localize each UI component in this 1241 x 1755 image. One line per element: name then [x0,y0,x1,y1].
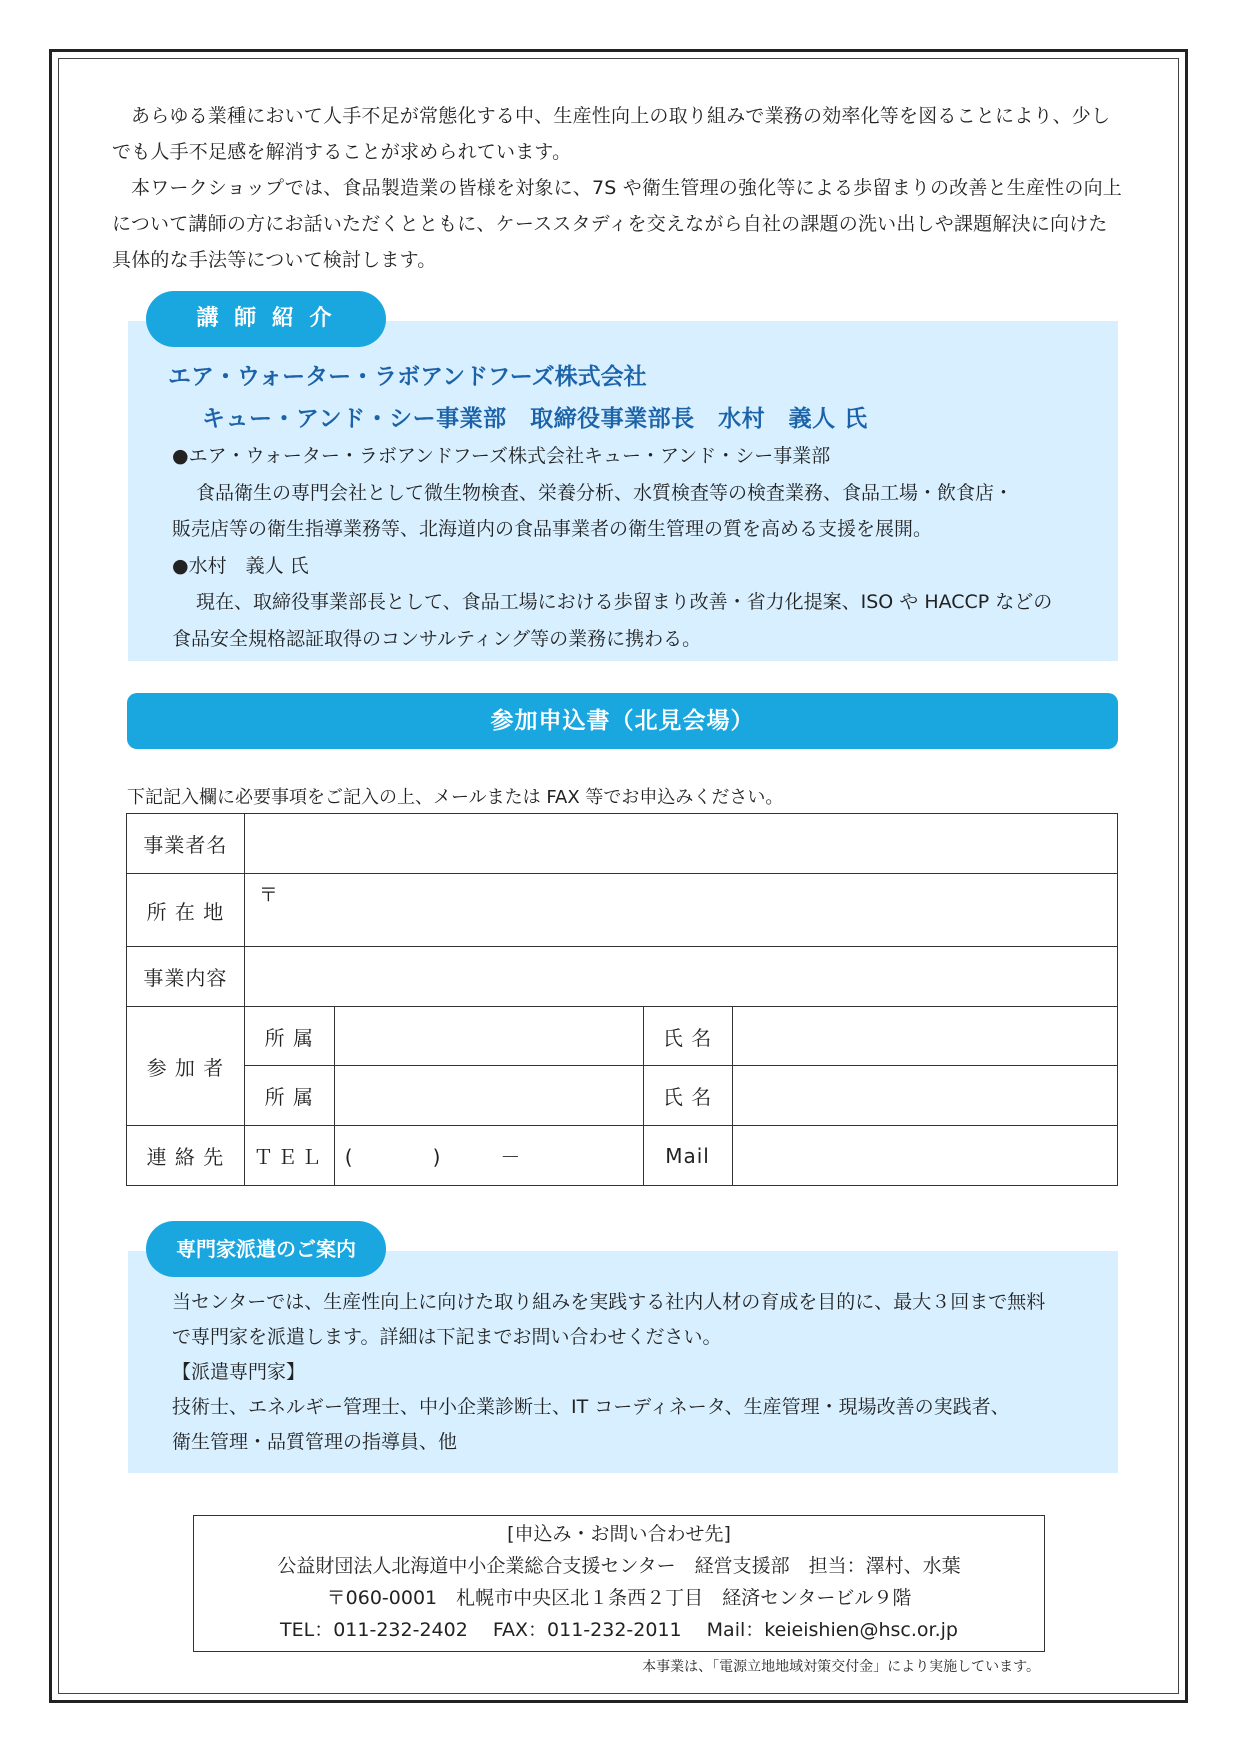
dispatch-heading: 【派遣専門家】 [172,1361,306,1383]
business-name-field[interactable] [244,814,1117,874]
mail-field[interactable] [732,1126,1117,1186]
dispatch-line-2: で専門家を派遣します。詳細は下記までお問い合わせください。 [172,1326,722,1348]
intro-paragraph-2: 本ワークショップでは、食品製造業の皆様を対象に、7S や衛生管理の強化等による歩留まりの改善と生産性の向上について講師の方にお話いただくとともに、ケーススタディを交えながら自社の課題の洗い出しや課題解決に向けた具体的な手法等について検討します。 [112,177,1122,271]
dispatch-tab: 専門家派遣のご案内 [146,1221,386,1277]
lecturer-tab: 講 師 紹 介 [146,291,386,347]
dispatch-line-4: 衛生管理・品質管理の指導員、他 [172,1431,458,1453]
contact-address: 〒060-0001 札幌市中央区北１条西２丁目 経済センタービル９階 [326,1587,912,1609]
intro-paragraph-1: あらゆる業種において人手不足が常態化する中、生産性向上の取り組みで業務の効率化等を図ることにより、少しでも人手不足感を解消することが求められています。 [112,105,1111,163]
address-field[interactable] [244,874,1117,947]
lecturer-company-desc-2: 販売店等の衛生指導業務等、北海道内の食品事業者の衛生管理の質を高める支援を展開。 [172,518,933,540]
business-content-label: 事業内容 [127,947,245,1007]
form-instructions: 下記記入欄に必要事項をご記入の上、メールまたは FAX 等でお申込みください。 [127,787,784,808]
affiliation-field-1[interactable] [334,1007,643,1066]
lecturer-person-desc-1: 現在、取締役事業部長として、食品工場における歩留まり改善・省力化提案、ISO や HACCP などの [196,591,1053,613]
funding-footnote: 本事業は、「電源立地地域対策交付金」により実施しています。 [642,1659,1040,1675]
name-field-1[interactable] [732,1007,1117,1066]
intro-section [112,98,1124,278]
dispatch-description [172,1285,1102,1460]
name-field-2[interactable] [732,1066,1117,1126]
name-label-1: 氏 名 [643,1007,732,1066]
affiliation-label-2: 所 属 [244,1066,334,1126]
name-label-2: 氏 名 [643,1066,732,1126]
contact-heading: [申込み・お問い合わせ先] [507,1523,731,1545]
contact-organization: 公益財団法人北海道中小企業総合支援センター 経営支援部 担当：澤村、水葉 [277,1555,961,1577]
lecturer-company-desc-1: 食品衛生の専門会社として微生物検査、栄養分析、水質検査等の検査業務、食品工場・飲食店・ [196,481,1014,504]
form-title-banner: 参加申込書（北見会場） [127,693,1118,749]
tel-field[interactable]: ( ) － [334,1126,643,1186]
address-label: 所 在 地 [127,874,245,947]
postal-mark: 〒 [258,884,278,906]
lecturer-company: エア・ウォーター・ラボアンドフーズ株式会社 [168,364,647,390]
participants-label: 参 加 者 [127,1007,245,1126]
affiliation-field-2[interactable] [334,1066,643,1126]
contact-box [193,1515,1045,1652]
lecturer-person-desc-2: 食品安全規格認証取得のコンサルティング等の業務に携わる。 [172,627,702,650]
business-name-label: 事業者名 [127,814,245,874]
affiliation-label-1: 所 属 [244,1007,334,1066]
application-form-table [126,813,1118,1186]
lecturer-description [172,438,1102,657]
business-content-field[interactable] [244,947,1117,1007]
lecturer-bullet-company: ●エア・ウォーター・ラボアンドフーズ株式会社キュー・アンド・シー事業部 [172,445,831,467]
contact-label: 連 絡 先 [127,1126,245,1186]
lecturer-person: キュー・アンド・シー事業部 取締役事業部長 水村 義人 氏 [202,406,868,432]
tel-label: ＴＥＬ [244,1126,334,1186]
dispatch-line-1: 当センターでは、生産性向上に向けた取り組みを実践する社内人材の育成を目的に、最大３回まで無料 [172,1291,1046,1313]
lecturer-bullet-person: ●水村 義人 氏 [172,554,309,577]
dispatch-line-3: 技術士、エネルギー管理士、中小企業診断士、IT コーディネータ、生産管理・現場改善の実践者、 [172,1396,1010,1418]
mail-label: Mail [643,1126,732,1186]
contact-phones: TEL：011-232-2402 FAX：011-232-2011 Mail：keieishien@hsc.or.jp [280,1619,958,1641]
